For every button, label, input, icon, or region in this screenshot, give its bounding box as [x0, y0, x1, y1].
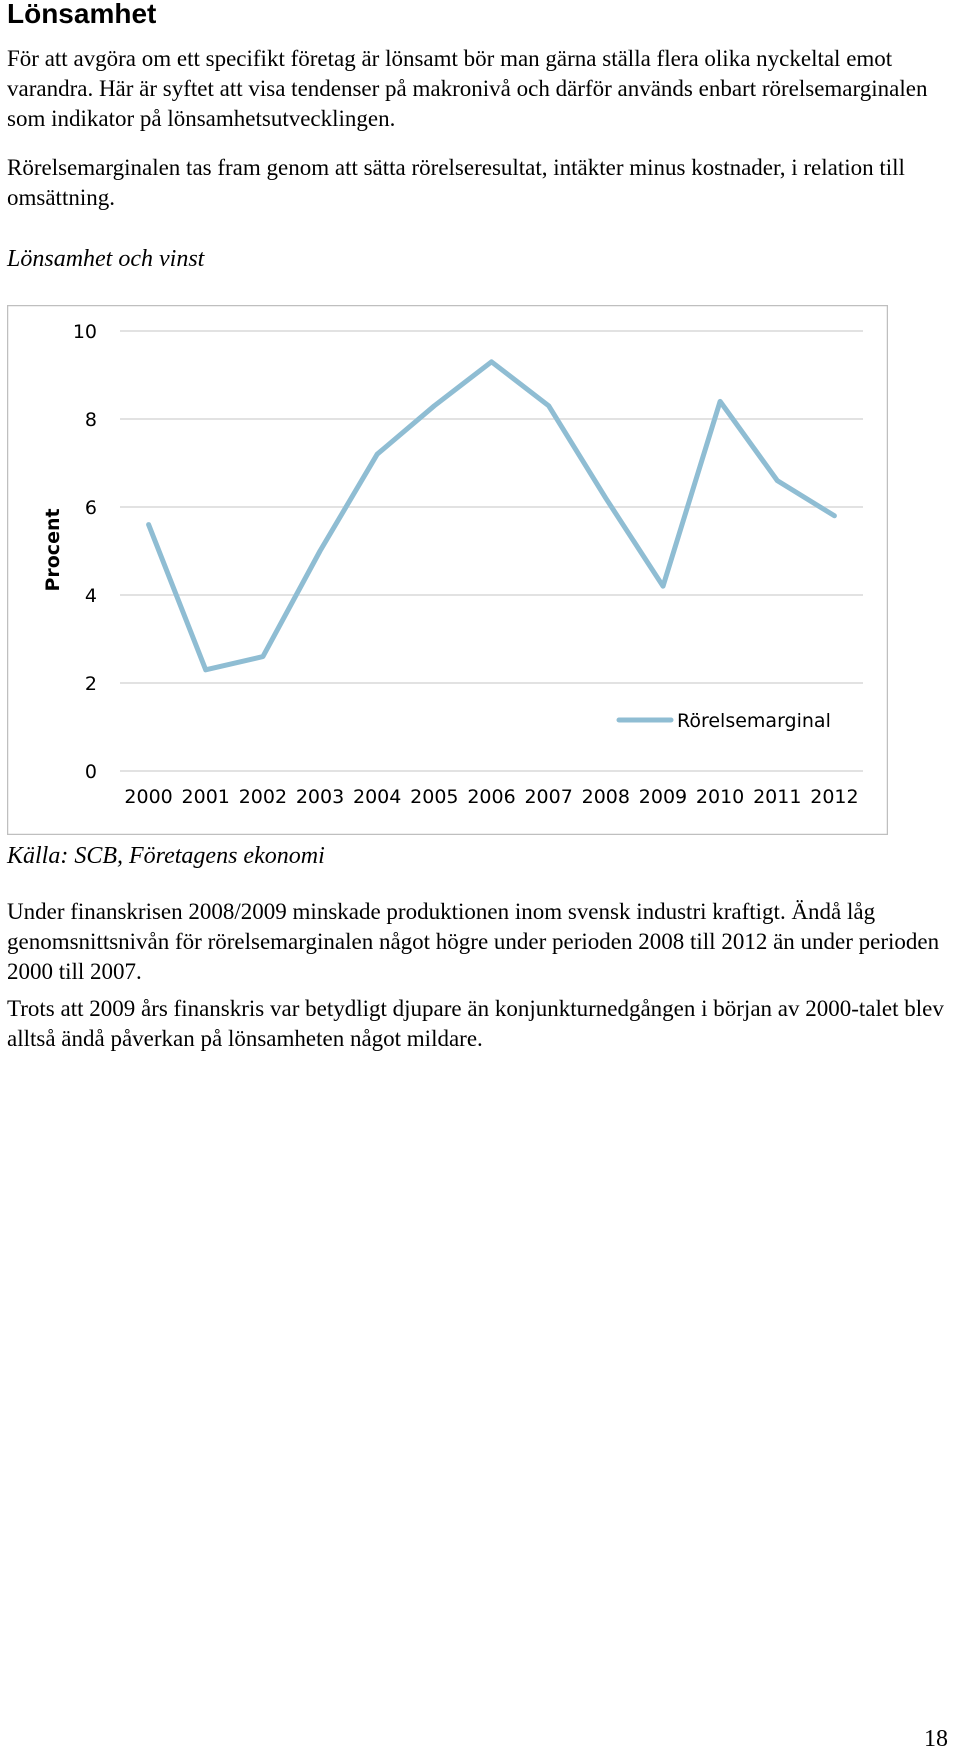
chart-border — [8, 306, 888, 835]
y-tick-label: 0 — [84, 761, 97, 783]
intro-paragraph: För att avgöra om ett specifikt företag är lönsamt bör man gärna ställa flera olika nyckeltal emot varandra. Här är syftet att visa tendenser på makronivå och därför används enbart rörelsemarginalen som indikator på lönsamhetsutvecklingen. — [7, 46, 928, 131]
definition-paragraph: Rörelsemarginalen tas fram genom att sätta rörelseresultat, intäkter minus kostnader, i relation till omsättning. — [7, 155, 905, 210]
x-tick-label: 2009 — [638, 786, 688, 808]
x-tick-label: 2006 — [467, 786, 516, 808]
x-tick-label: 2001 — [181, 786, 230, 808]
section-heading: Lönsamhet — [7, 0, 157, 29]
x-tick-label: 2004 — [353, 786, 402, 808]
crisis-paragraph: Under finanskrisen 2008/2009 minskade produktionen inom svensk industri kraftigt. Ändå låg genomsnittsnivån för rörelsemarginalen något högre under perioden 2008 till 2012 än under perioden 2000 till 2007. — [7, 899, 940, 984]
y-tick-label: 2 — [84, 673, 97, 695]
page-number: 18 — [924, 1726, 948, 1752]
x-tick-label: 2011 — [753, 786, 802, 808]
x-tick-label: 2012 — [810, 786, 859, 808]
x-tick-label: 2007 — [524, 786, 573, 808]
legend-label: Rörelsemarginal — [677, 710, 831, 732]
y-tick-label: 10 — [72, 321, 97, 343]
x-tick-label: 2008 — [581, 786, 630, 808]
x-tick-label: 2003 — [295, 786, 345, 808]
conclusion-paragraph: Trots att 2009 års finanskris var betydligt djupare än konjunkturnedgången i början av 2000-talet blev alltså ändå påverkan på lönsamheten något mildare. — [7, 996, 944, 1051]
y-tick-label: 4 — [84, 585, 97, 607]
figure-caption: Lönsamhet och vinst — [7, 246, 205, 272]
x-tick-label: 2000 — [124, 786, 173, 808]
y-tick-label: 6 — [84, 497, 97, 519]
source-note: Källa: SCB, Företagens ekonomi — [7, 843, 325, 869]
y-tick-label: 8 — [84, 409, 97, 431]
line-chart — [7, 305, 888, 835]
y-axis-label: Procent — [42, 508, 64, 592]
x-tick-label: 2005 — [410, 786, 459, 808]
x-tick-label: 2010 — [695, 786, 745, 808]
x-tick-label: 2002 — [238, 786, 288, 808]
